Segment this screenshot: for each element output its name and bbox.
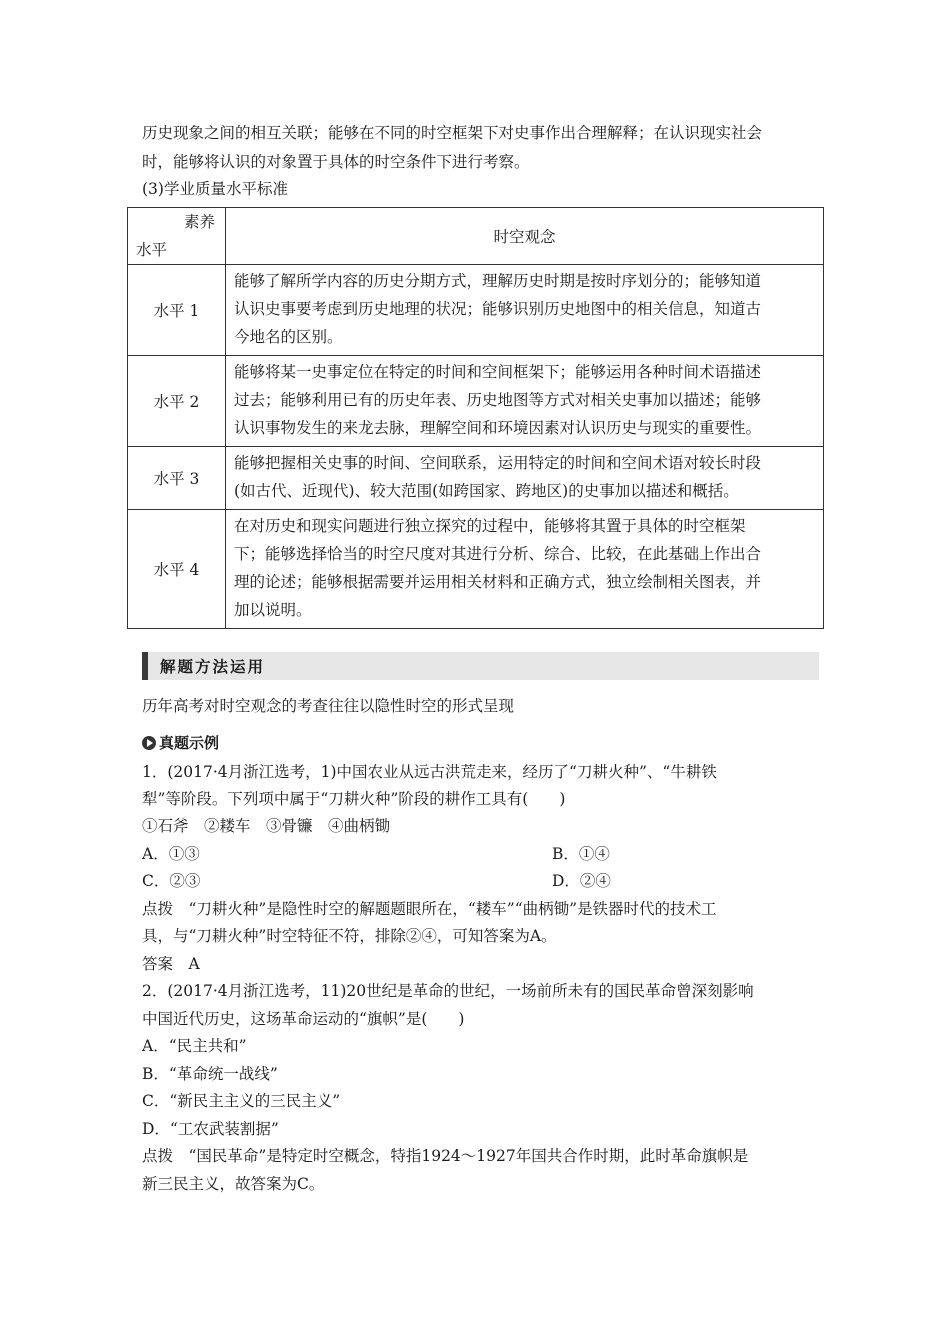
table-header-diagonal-cell bbox=[128, 208, 226, 265]
example-subheading bbox=[142, 733, 219, 753]
q2-line-2: 中国近代历史，这场革命运动的“旗帜”是( ) bbox=[142, 1010, 465, 1028]
q1-items: ①石斧 ②耧车 ③骨镰 ④曲柄锄 bbox=[142, 817, 391, 835]
section-title: 解题方法运用 bbox=[160, 658, 266, 676]
description-line: (如古代、近现代)、较大范围(如跨国家、跨地区)的史事加以描述和概括。 bbox=[234, 482, 739, 500]
description-line: 认识史事要考虑到历史地理的状况；能够识别历史地图中的相关信息，知道古 bbox=[234, 300, 762, 318]
q1-option-a: A．①③ bbox=[142, 845, 200, 863]
description-cell bbox=[226, 447, 824, 510]
intro-line-2: 时，能够将认识的对象置于具体的时空条件下进行考察。 bbox=[142, 153, 530, 171]
q1-line-2: 犁”等阶段。下列项中属于“刀耕火种”阶段的耕作工具有( ) bbox=[142, 790, 566, 808]
table-row bbox=[128, 510, 824, 629]
q2-tip-line-1: 点拨 “国民革命”是特定时空概念，特指1924～1927年国共合作时期，此时革命旗帜是 bbox=[142, 1147, 749, 1165]
description-line: 能够把握相关史事的时间、空间联系，运用特定的时间和空间术语对较长时段 bbox=[234, 454, 762, 472]
level-cell: 水平 3 bbox=[128, 447, 226, 510]
table-header-row bbox=[128, 208, 824, 265]
q1-tip-line-2: 具，与“刀耕火种”时空特征不符，排除②④，可知答案为A。 bbox=[142, 927, 557, 945]
header-level-label: 水平 bbox=[136, 241, 168, 259]
q2-option-d: D．“工农武装割据” bbox=[142, 1120, 279, 1138]
intro-line-3: (3)学业质量水平标准 bbox=[142, 180, 288, 198]
description-line: 今地名的区别。 bbox=[234, 328, 343, 346]
q1-answer: 答案 A bbox=[142, 955, 200, 973]
description-cell bbox=[226, 265, 824, 356]
q1-option-d: D．②④ bbox=[552, 872, 611, 890]
q2-line-1: 2．(2017·4月浙江选考，11)20世纪是革命的世纪，一场前所未有的国民革命曾深刻影响 bbox=[142, 982, 754, 1000]
quality-standard-table bbox=[127, 207, 824, 629]
table-row bbox=[128, 356, 824, 447]
description-line: 理的论述；能够根据需要并运用相关材料和正确方式，独立绘制相关图表，并 bbox=[234, 573, 762, 591]
description-line: 加以说明。 bbox=[234, 601, 312, 619]
description-cell bbox=[226, 356, 824, 447]
section-accent-bar bbox=[142, 652, 148, 680]
q2-option-b: B．“革命统一战线” bbox=[142, 1065, 278, 1083]
description-line: 能够将某一史事定位在特定的时间和空间框架下；能够运用各种时间术语描述 bbox=[234, 363, 762, 381]
play-icon bbox=[142, 736, 156, 750]
description-line: 下；能够选择恰当的时空尺度对其进行分析、综合、比较，在此基础上作出合 bbox=[234, 545, 762, 563]
method-text: 历年高考对时空观念的考查往往以隐性时空的形式呈现 bbox=[142, 697, 515, 715]
q2-tip-line-2: 新三民主义，故答案为C。 bbox=[142, 1175, 325, 1193]
q1-option-c: C．②③ bbox=[142, 872, 201, 890]
q1-options-row-2 bbox=[142, 869, 822, 893]
level-cell: 水平 4 bbox=[128, 510, 226, 629]
header-title: 时空观念 bbox=[226, 208, 824, 265]
q1-line-1: 1．(2017·4月浙江选考，1)中国农业从远古洪荒走来，经历了“刀耕火种”、“牛耕铁 bbox=[142, 763, 717, 781]
description-line: 认识事物发生的来龙去脉，理解空间和环境因素对认识历史与现实的重要性。 bbox=[234, 419, 762, 437]
q1-options-row-1 bbox=[142, 842, 822, 866]
description-line: 在对历史和现实问题进行独立探究的过程中，能够将其置于具体的时空框架 bbox=[234, 517, 746, 535]
table-row bbox=[128, 447, 824, 510]
intro-line-1: 历史现象之间的相互关联；能够在不同的时空框架下对史事作出合理解释；在认识现实社会 bbox=[142, 124, 763, 142]
header-literacy-label: 素养 bbox=[183, 213, 215, 231]
level-cell: 水平 1 bbox=[128, 265, 226, 356]
description-line: 能够了解所学内容的历史分期方式，理解历史时期是按时序划分的；能够知道 bbox=[234, 272, 762, 290]
q1-option-b: B．①④ bbox=[552, 845, 610, 863]
q2-option-a: A．“民主共和” bbox=[142, 1037, 247, 1055]
q1-tip-line-1: 点拨 “刀耕火种”是隐性时空的解题题眼所在，“耧车”“曲柄锄”是铁器时代的技术工 bbox=[142, 900, 717, 918]
level-cell: 水平 2 bbox=[128, 356, 226, 447]
description-line: 过去；能够利用已有的历史年表、历史地图等方式对相关史事加以描述；能够 bbox=[234, 391, 762, 409]
section-header bbox=[142, 652, 819, 680]
description-cell bbox=[226, 510, 824, 629]
example-subheading-label: 真题示例 bbox=[159, 734, 220, 752]
q2-option-c: C．“新民主主义的三民主义” bbox=[142, 1092, 341, 1110]
table-row bbox=[128, 265, 824, 356]
